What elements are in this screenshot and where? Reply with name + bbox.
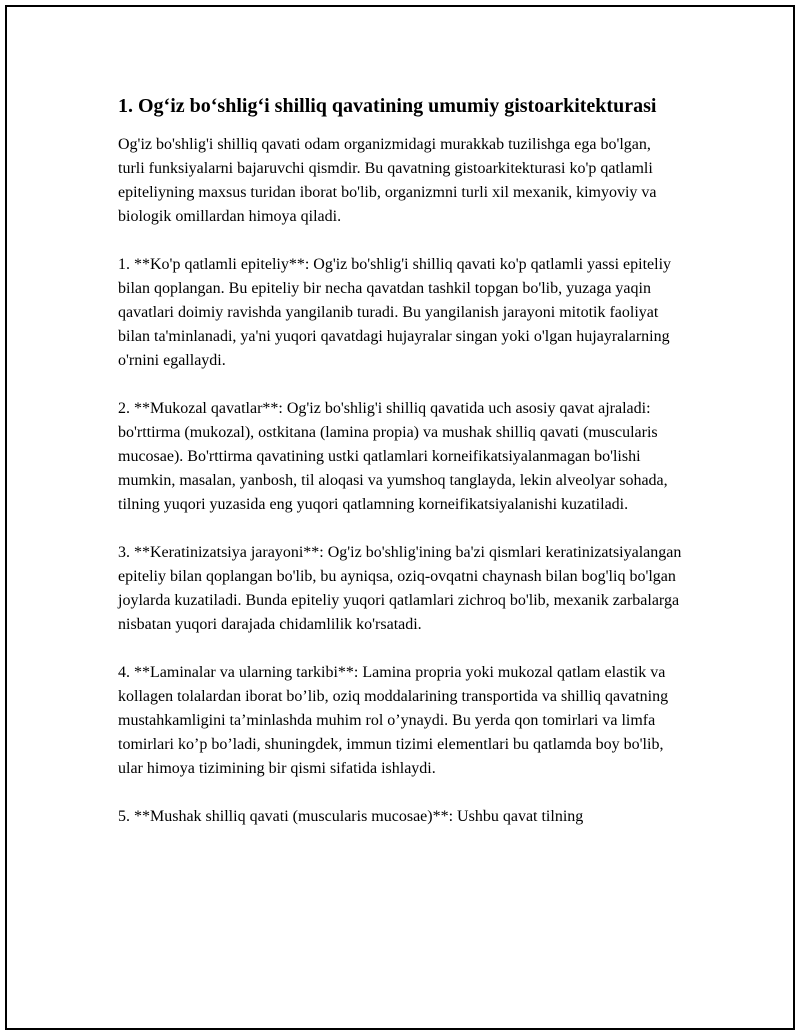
paragraph-intro: Og'iz bo'shlig'i shilliq qavati odam organizmidagi murakkab tuzilishga ega bo'lgan, turli funksiyalarni bajaruvchi qismdir. Bu qavatning gistoarkitekturasi ko'p qatlamli epiteliyning maxsus turidan iborat bo'lib, organizmni turli xil mexanik, kimyoviy va biologik omillardan himoya qiladi. bbox=[118, 136, 657, 225]
paragraph-keratinization: 3. **Keratinizatsiya jarayoni**: Og'iz bo'shlig'ining ba'zi qismlari keratinizatsiyalangan epiteliy bilan qoplangan bo'lib, bu ayniqsa, oziq-ovqatni chaynash bilan bog'liq bo'lgan joylarda kuzatiladi. Bunda epiteliy yuqori qatlamlari zichroq bo'lib, mexanik zarbalarga nisbatan yuqori darajada chidamlilik ko'rsatadi. bbox=[118, 544, 682, 633]
paragraph-mucosal-layers: 2. **Mukozal qavatlar**: Og'iz bo'shlig'i shilliq qavatida uch asosiy qavat ajraladi: bo'rttirma (mukozal), ostkitana (lamina propia) va mushak shilliq qavati (muscularis mucosae). Bo'rttirma qavatining ustki qatlamlari korneifikatsiyalanmagan bo'lishi mumkin, masalan, yanbosh, til aloqasi va yumshoq tanglayda, lekin alveolyar sohada, tilning yuqori yuzasida eng yuqori qatlamning korneifikatsiyalanishi kuzatiladi. bbox=[118, 400, 668, 513]
paragraph-lamina: 4. **Laminalar va ularning tarkibi**: Lamina propria yoki mukozal qatlam elastik va kollagen tolalardan iborat bo’lib, oziq moddalarining transportida va shilliq qavatning mustahkamligini ta’minlashda muhim rol o’ynaydi. Bu yerda qon tomirlari va limfa tomirlari ko’p bo’ladi, shuningdek, immun tizimi elementlari bu qatlamda boy bo'lib, ular himoya tizimining bir qismi sifatida ishlaydi. bbox=[118, 664, 669, 777]
document-title: 1. Og‘iz bo‘shlig‘i shilliq qavatining umumiy gistoarkitekturasi bbox=[118, 95, 657, 117]
paragraph-epithelium: 1. **Ko'p qatlamli epiteliy**: Og'iz bo'shlig'i shilliq qavati ko'p qatlamli yassi epiteliy bilan qoplangan. Bu epiteliy bir necha qavatdan tashkil topgan bo'lib, yuzaga yaqin qavatlari doimiy ravishda yangilanib turadi. Bu yangilanish jarayoni mitotik faoliyat bilan ta'minlanadi, ya'ni yuqori qavatdagi hujayralar singan yoki o'lgan hujayralarning o'rnini egallaydi. bbox=[118, 256, 672, 369]
paragraph-muscularis: 5. **Mushak shilliq qavati (muscularis mucosae)**: Ushbu qavat tilning bbox=[118, 808, 584, 825]
document-body bbox=[118, 88, 688, 853]
